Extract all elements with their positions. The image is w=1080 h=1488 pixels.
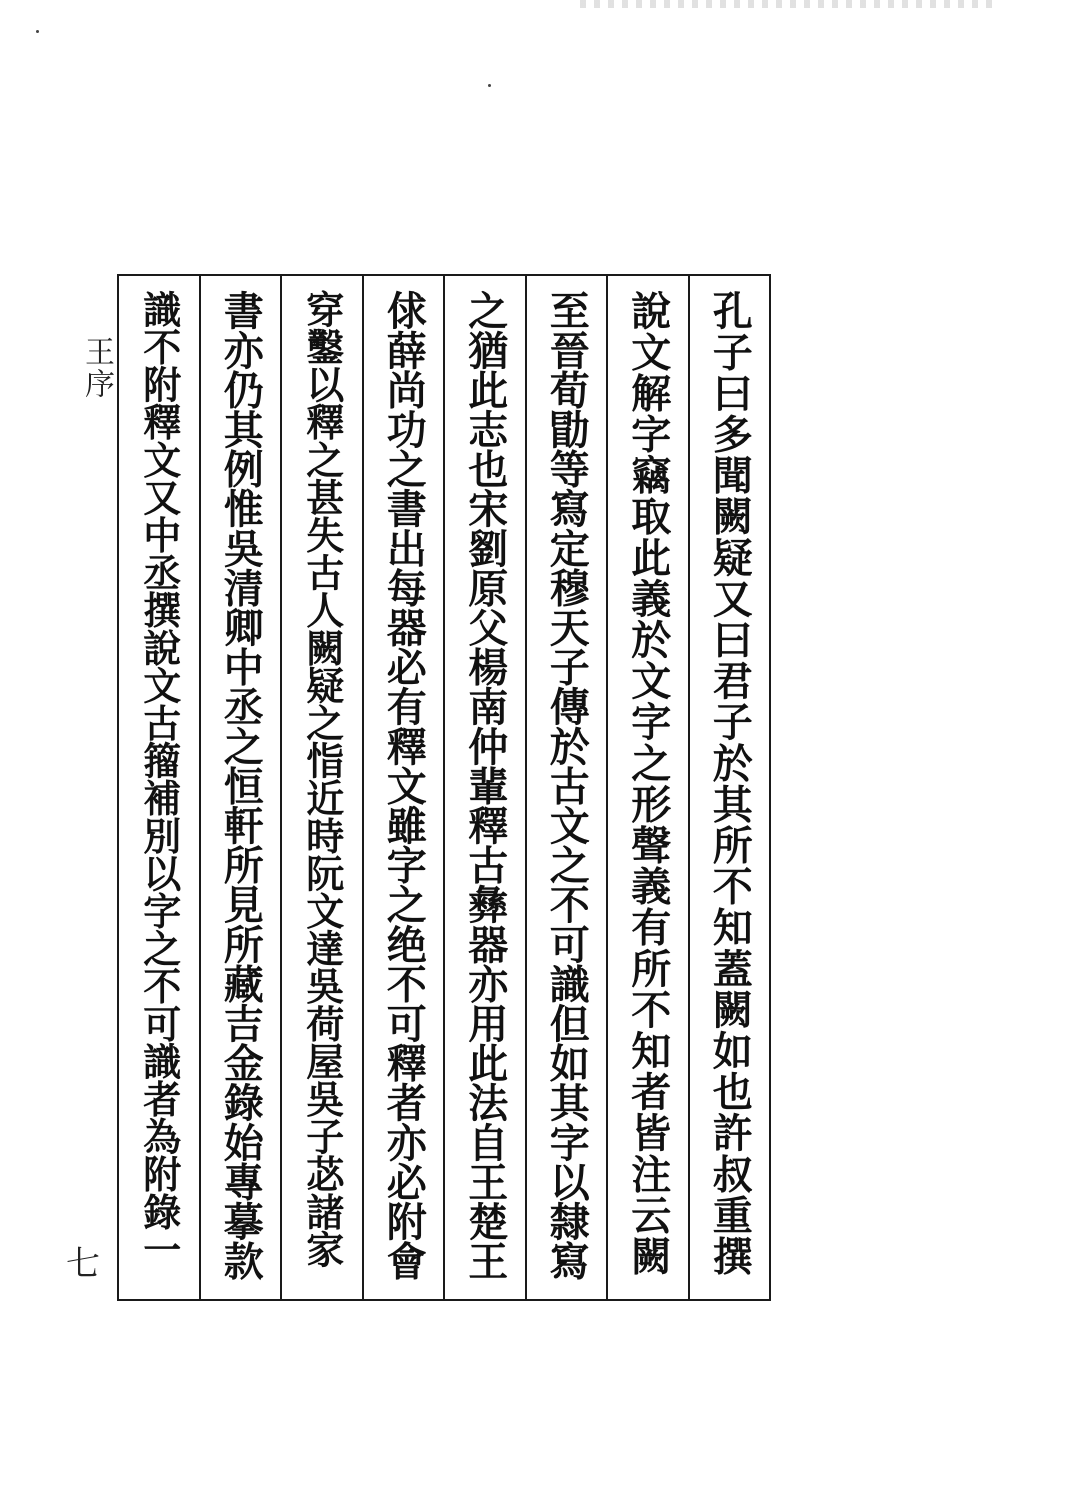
text-column-3 — [525, 276, 607, 1299]
margin-title: 王序 — [79, 336, 114, 400]
column-text: 說文解字竊取此義於文字之形聲義有所不知者皆注云闕 — [624, 290, 672, 1277]
column-text: 之猶此志也宋劉原父楊南仲輩釋古彝器亦用此法自王楚王 — [461, 290, 509, 1281]
column-text: 識不附釋文又中丞撰說文古籀補別以字之不可識者為附錄一 — [136, 290, 182, 1268]
column-text: 孔子曰多聞闕疑又曰君子於其所不知蓋闕如也許叔重撰 — [706, 290, 754, 1277]
scan-speck — [488, 84, 491, 87]
text-column-5 — [362, 276, 444, 1299]
scan-speck — [36, 30, 39, 33]
column-text: 俅薛尚功之書出每器必有釋文雖字之绝不可釋者亦必附會 — [380, 290, 428, 1281]
text-column-6 — [280, 276, 362, 1299]
text-column-1 — [688, 276, 770, 1299]
column-text: 至晉荀勖等寫定穆天子傳於古文之不可識但如其字以隸寫 — [543, 290, 591, 1281]
text-column-4 — [443, 276, 525, 1299]
text-column-7 — [199, 276, 281, 1299]
text-column-2 — [606, 276, 688, 1299]
text-column-8 — [119, 276, 199, 1299]
page-number: 七 — [66, 1244, 100, 1284]
column-text: 穿鑿以釋之甚失古人闕疑之恉近時阮文達吳荷屋吳子苾諸家 — [299, 290, 345, 1268]
scan-noise — [580, 0, 1000, 8]
text-frame — [117, 274, 771, 1301]
column-text: 書亦仍其例惟吳清卿中丞之恒軒所見所藏吉金錄始專摹款 — [217, 290, 265, 1281]
